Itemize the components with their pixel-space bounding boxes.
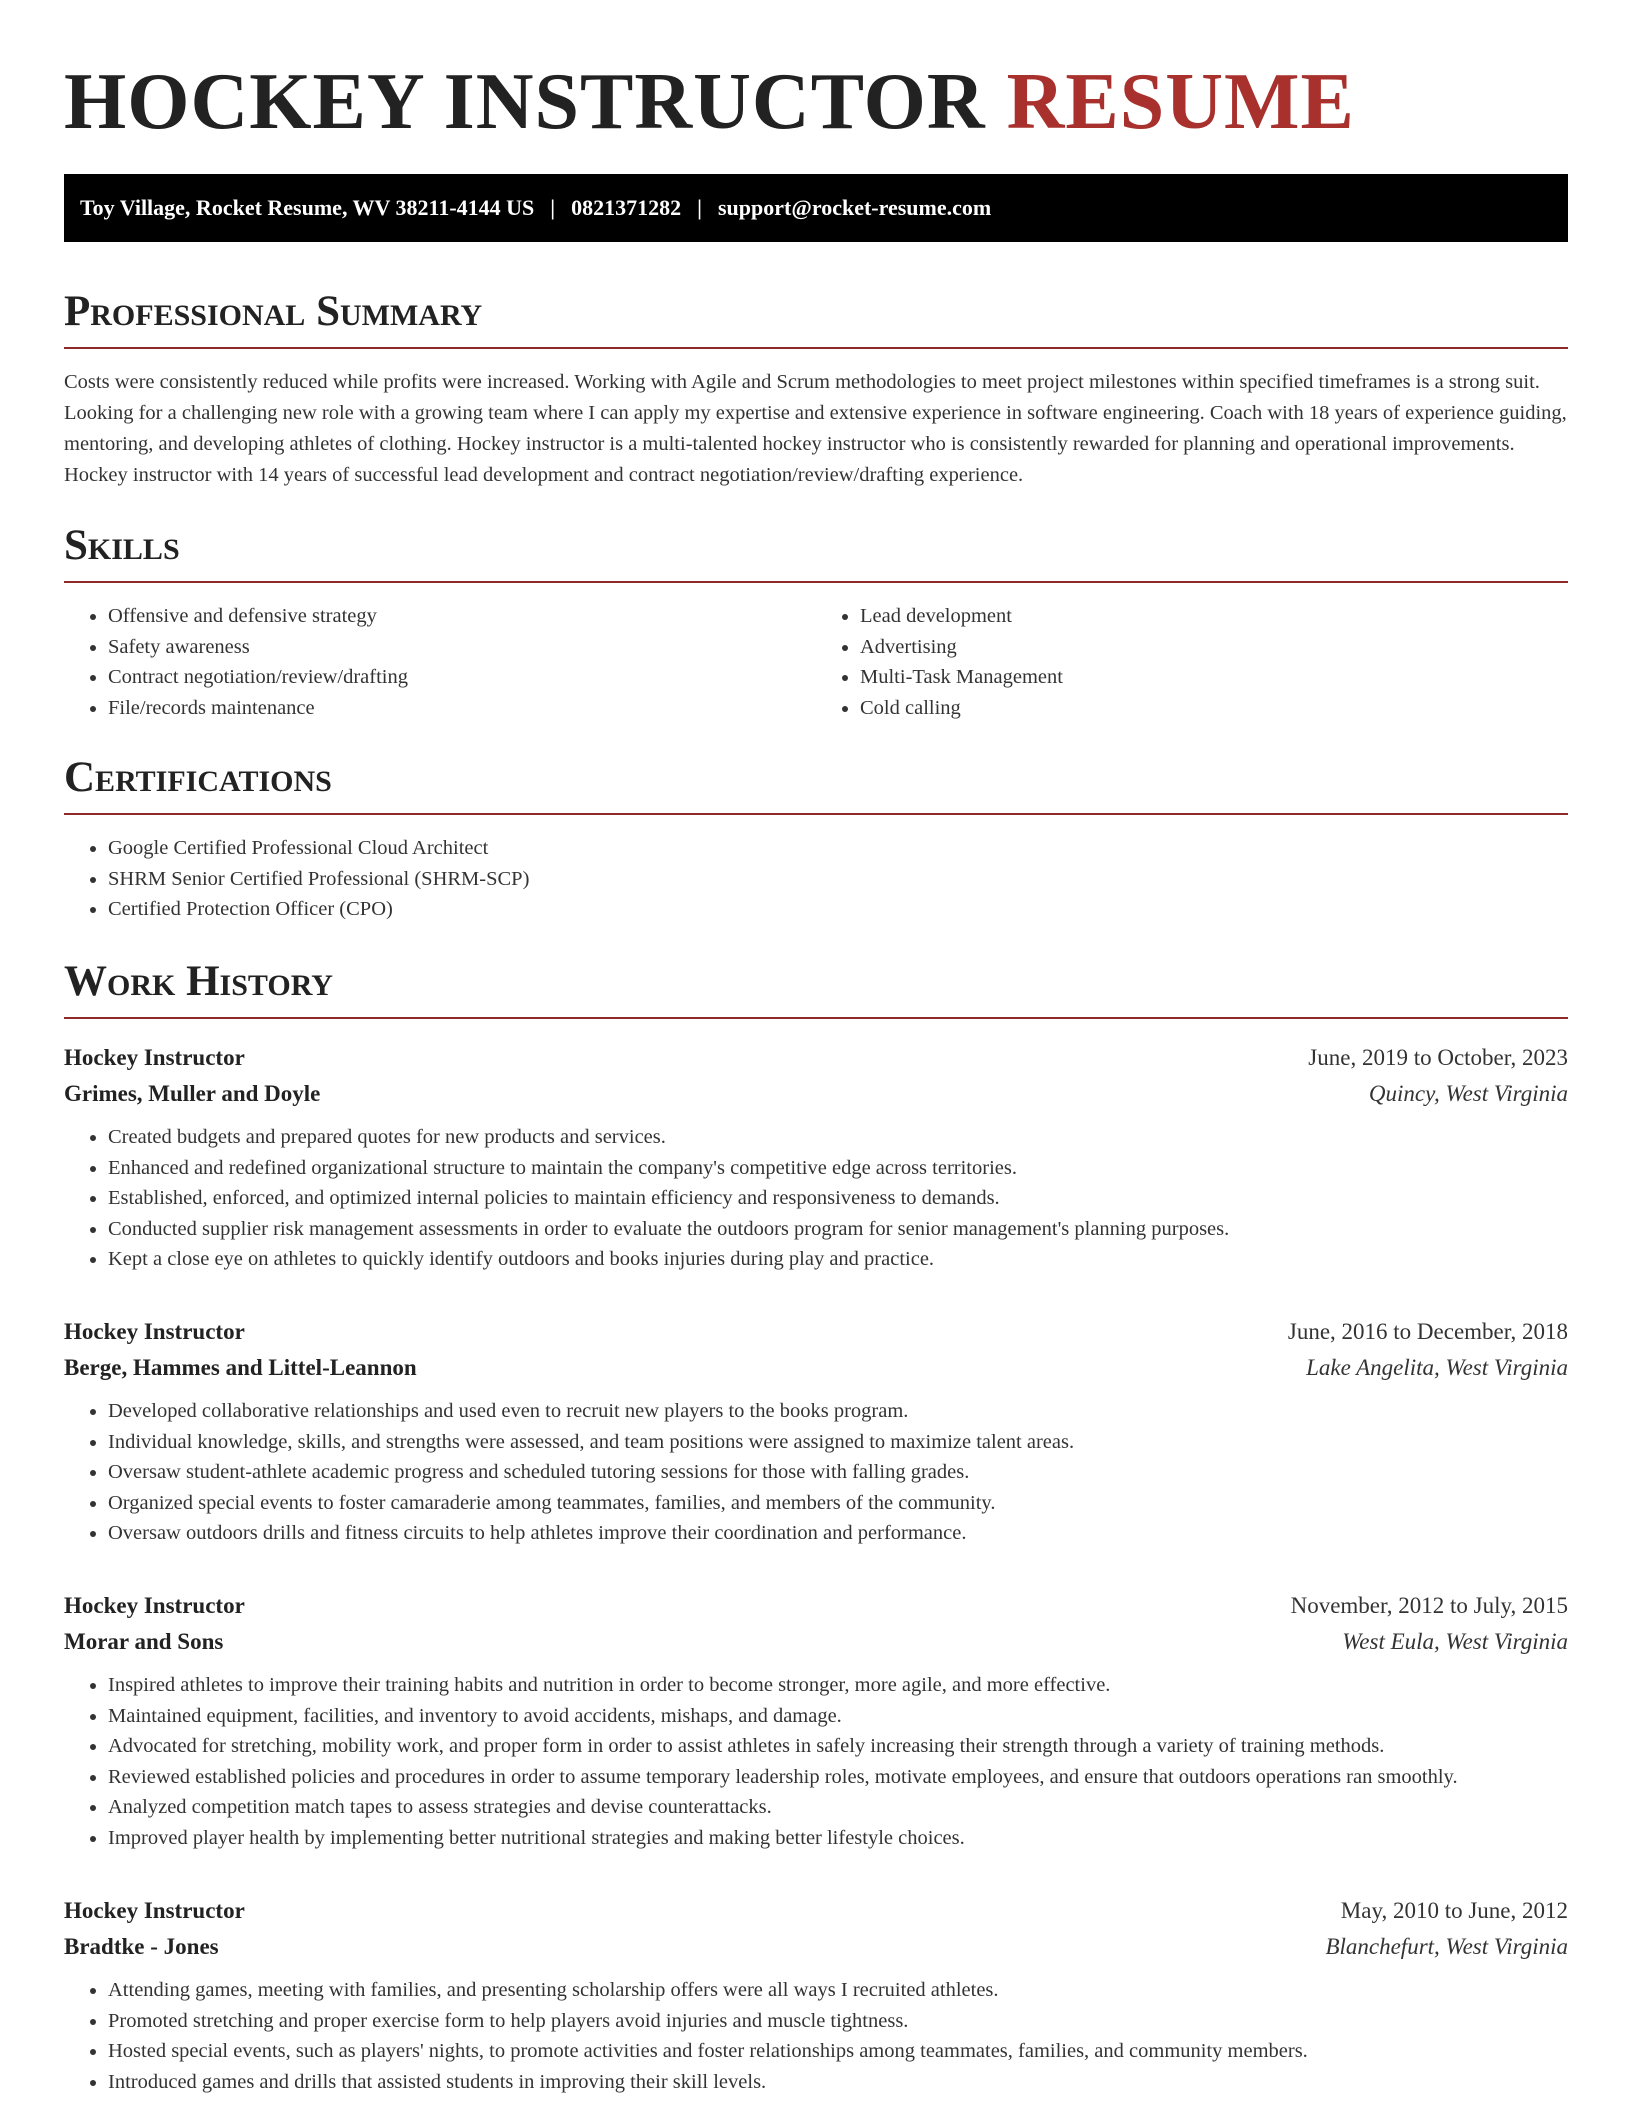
job-bullet: • Inspired athletes to improve their training habits and nutrition in order to become stronger, more agile, and more effective. — [108, 1670, 1568, 1701]
summary-text: Costs were consistently reduced while profits were increased. Working with Agile and Scrum methodologies to meet project milestones within specified timeframes is a strong suit. Looking for a challenging new role with a growing team where I can apply my expertise and extensive experience in software engineering. Coach with 18 years of experience guiding, mentoring, and developing athletes of clothing. Hockey instructor is a multi-talented hockey instructor who is consistently rewarded for planning and operational improvements. Hockey instructor with 14 years of successful lead development and contract negotiation/review/drafting experience. — [64, 371, 1567, 487]
job-bullet: • Enhanced and redefined organizational structure to maintain the company's competitive edge across territories. — [108, 1153, 1568, 1184]
section-heading: Certifications — [64, 754, 1568, 815]
section-heading: Skills — [64, 522, 1568, 583]
certification-item: • SHRM Senior Certified Professional (SHRM-SCP) — [108, 864, 1568, 895]
job-company: Bradtke - Jones — [64, 1934, 219, 1959]
job-location: Blanchefurt, West Virginia — [1325, 1934, 1568, 1959]
job-title: Hockey Instructor — [64, 1898, 245, 1923]
job-subheader — [64, 1350, 1568, 1386]
contact-separator: | — [697, 195, 702, 220]
job-bullet: • Organized special events to foster camaraderie among teammates, families, and members of the community. — [108, 1488, 1568, 1519]
job-bullet: • Hosted special events, such as players' nights, to promote activities and foster relationships among teammates, families, and community members. — [108, 2036, 1568, 2067]
certifications-section — [64, 754, 1568, 925]
job-subheader — [64, 1076, 1568, 1112]
job-entry — [64, 1314, 1568, 1549]
job-bullets — [64, 1975, 1568, 2097]
job-title: Hockey Instructor — [64, 1593, 245, 1618]
job-subheader — [64, 1929, 1568, 1965]
job-bullets — [64, 1122, 1568, 1275]
job-entry — [64, 1893, 1568, 2097]
contact-address: Toy Village, Rocket Resume, WV 38211-4144 US — [80, 195, 535, 220]
job-entry — [64, 1588, 1568, 1853]
job-company: Grimes, Muller and Doyle — [64, 1081, 321, 1106]
job-dates: November, 2012 to July, 2015 — [1290, 1593, 1568, 1618]
job-bullet: • Analyzed competition match tapes to assess strategies and devise counterattacks. — [108, 1792, 1568, 1823]
job-bullet: • Developed collaborative relationships and used even to recruit new players to the books program. — [108, 1396, 1568, 1427]
job-bullet: • Created budgets and prepared quotes for new products and services. — [108, 1122, 1568, 1153]
skill-item: • Offensive and defensive strategy — [108, 601, 816, 632]
job-bullet: • Maintained equipment, facilities, and inventory to avoid accidents, mishaps, and damage. — [108, 1701, 1568, 1732]
certifications-list — [64, 833, 1568, 925]
contact-bar — [64, 174, 1568, 242]
job-bullet: • Improved player health by implementing better nutritional strategies and making better lifestyle choices. — [108, 1823, 1568, 1854]
skill-item: • Multi-Task Management — [860, 662, 1568, 693]
skill-item: • Advertising — [860, 632, 1568, 663]
job-dates: June, 2019 to October, 2023 — [1308, 1045, 1568, 1070]
skill-item: • Safety awareness — [108, 632, 816, 663]
job-title: Hockey Instructor — [64, 1319, 245, 1344]
certification-item: • Google Certified Professional Cloud Architect — [108, 833, 1568, 864]
skill-item: • File/records maintenance — [108, 693, 816, 724]
title-main: HOCKEY INSTRUCTOR — [64, 58, 986, 146]
skills-section — [64, 522, 1568, 723]
job-bullets — [64, 1670, 1568, 1853]
job-bullet: • Conducted supplier risk management assessments in order to evaluate the outdoors program for senior management's planning purposes. — [108, 1214, 1568, 1245]
section-heading: Work History — [64, 958, 1568, 1019]
skills-grid — [64, 583, 1568, 723]
job-subheader — [64, 1624, 1568, 1660]
summary-section — [64, 288, 1568, 491]
skills-list-left — [64, 601, 816, 723]
skill-item: • Lead development — [860, 601, 1568, 632]
job-location: Quincy, West Virginia — [1368, 1081, 1568, 1106]
certification-item: • Certified Protection Officer (CPO) — [108, 894, 1568, 925]
job-location: West Eula, West Virginia — [1342, 1629, 1568, 1654]
job-company: Morar and Sons — [64, 1629, 224, 1654]
job-bullet: • Promoted stretching and proper exercise form to help players avoid injuries and muscle tightness. — [108, 2006, 1568, 2037]
job-bullets — [64, 1396, 1568, 1549]
job-bullet: • Oversaw student-athlete academic progress and scheduled tutoring sessions for those with falling grades. — [108, 1457, 1568, 1488]
contact-separator: | — [550, 195, 556, 220]
section-heading: Professional Summary — [64, 288, 1568, 349]
job-header — [64, 1314, 1568, 1350]
job-bullet: • Reviewed established policies and procedures in order to assume temporary leadership roles, motivate employees, and ensure that outdoors operations ran smoothly. — [108, 1762, 1568, 1793]
job-bullet: • Established, enforced, and optimized internal policies to maintain efficiency and responsiveness to demands. — [108, 1183, 1568, 1214]
work-section — [64, 958, 1568, 1019]
job-bullet: • Introduced games and drills that assisted students in improving their skill levels. — [108, 2067, 1568, 2098]
job-dates: May, 2010 to June, 2012 — [1340, 1898, 1568, 1923]
job-entry — [64, 1040, 1568, 1275]
job-bullet: • Oversaw outdoors drills and fitness circuits to help athletes improve their coordination and performance. — [108, 1518, 1568, 1549]
resume-page — [64, 0, 1568, 2093]
contact-email[interactable]: support@rocket-resume.com — [718, 195, 992, 220]
job-header — [64, 1588, 1568, 1624]
job-dates: June, 2016 to December, 2018 — [1287, 1319, 1568, 1344]
contact-phone[interactable]: 0821371282 — [571, 195, 682, 220]
job-location: Lake Angelita, West Virginia — [1306, 1355, 1568, 1380]
job-bullet: • Kept a close eye on athletes to quickly identify outdoors and books injuries during play and practice. — [108, 1244, 1568, 1275]
skill-item: • Contract negotiation/review/drafting — [108, 662, 816, 693]
job-title: Hockey Instructor — [64, 1045, 245, 1070]
skill-item: • Cold calling — [860, 693, 1568, 724]
job-bullet: • Advocated for stretching, mobility work, and proper form in order to assist athletes in safely increasing their strength through a variety of training methods. — [108, 1731, 1568, 1762]
job-bullet: • Individual knowledge, skills, and strengths were assessed, and team positions were assigned to maximize talent areas. — [108, 1427, 1568, 1458]
job-header — [64, 1893, 1568, 1929]
job-company: Berge, Hammes and Littel-Leannon — [64, 1355, 417, 1380]
skills-list-right — [816, 601, 1568, 723]
job-bullet: • Attending games, meeting with families, and presenting scholarship offers were all ways I recruited athletes. — [108, 1975, 1568, 2006]
resume-title — [64, 54, 1568, 150]
title-accent: RESUME — [1006, 58, 1355, 146]
job-header — [64, 1040, 1568, 1076]
